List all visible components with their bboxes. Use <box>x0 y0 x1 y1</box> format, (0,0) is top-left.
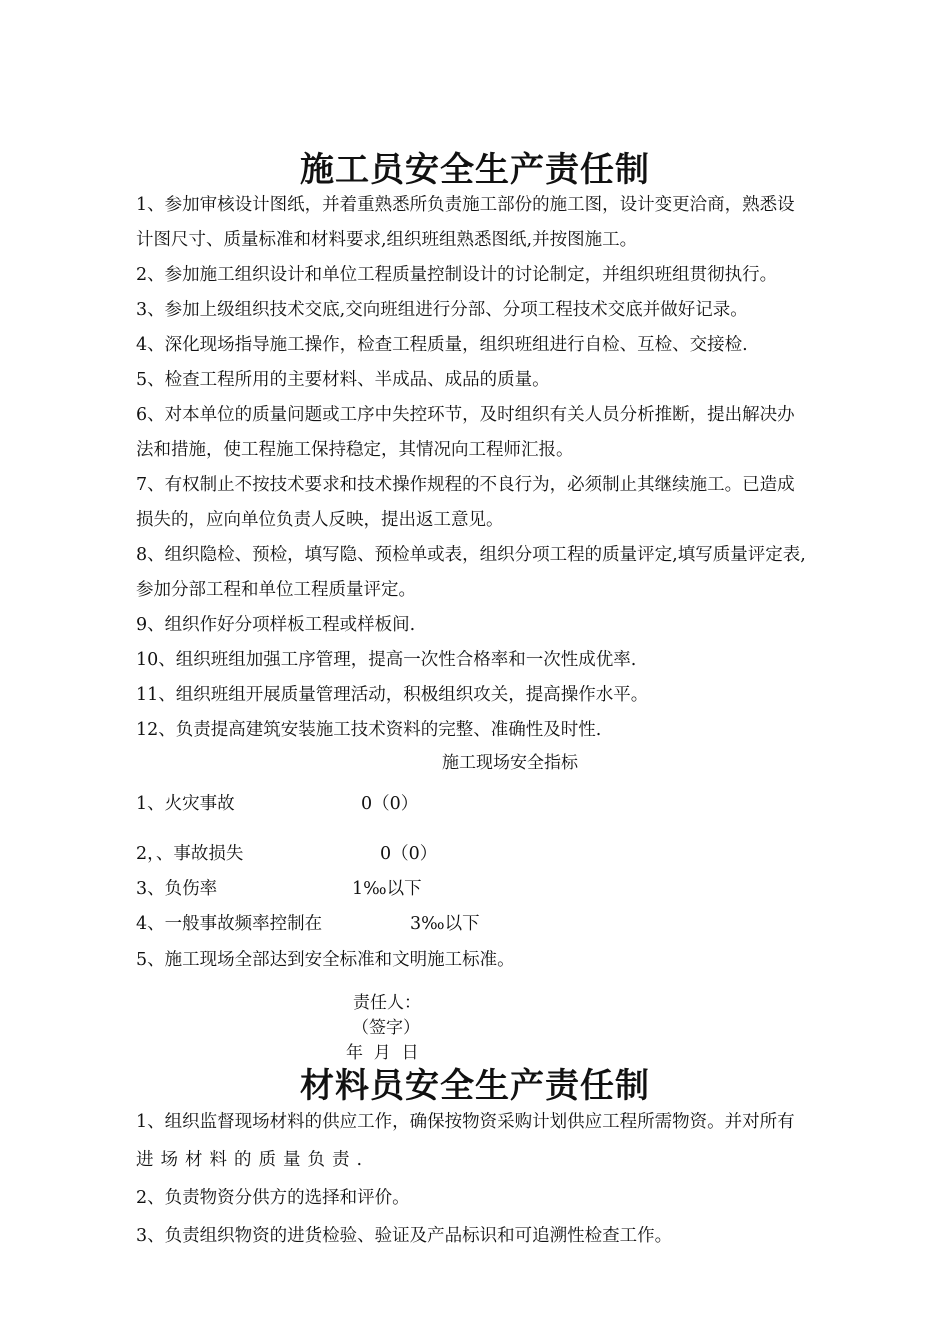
section1-title: 施工员安全生产责任制 <box>300 150 650 190</box>
safety-target-label: 4、一般事故频率控制在 <box>136 914 323 934</box>
section1-line-11: 8、组织隐检、预检，填写隐、预检单或表，组织分项工程的质量评定,填写质量评定表, <box>136 545 806 565</box>
safety-target-4 <box>136 916 896 934</box>
section2-line-2: 进场材料的质量负责. <box>136 1150 370 1170</box>
section1-line-10: 损失的，应向单位负责人反映，提出返工意见。 <box>136 510 504 530</box>
safety-target-label: 3、负伤率 <box>136 879 218 899</box>
safety-target-value: 0（0） <box>361 794 419 814</box>
section1-line-1: 1、参加审核设计图纸，并着重熟悉所负责施工部份的施工图，设计变更洽商，熟悉设 <box>136 195 795 215</box>
safety-target-value: 3‰以下 <box>410 914 480 934</box>
signature-date: 年 月 日 <box>346 1043 419 1063</box>
section1-line-15: 11、组织班组开展质量管理活动，积极组织攻关，提高操作水平。 <box>136 685 649 705</box>
section1-line-2: 计图尺寸、质量标准和材料要求,组织班组熟悉图纸,并按图施工。 <box>136 230 638 250</box>
safety-target-5 <box>136 952 896 970</box>
section1-line-14: 10、组织班组加强工序管理，提高一次性合格率和一次性成优率. <box>136 650 637 670</box>
safety-target-1 <box>136 796 896 814</box>
section2-line-3: 2、负责物资分供方的选择和评价。 <box>136 1188 410 1208</box>
section1-line-4: 3、参加上级组织技术交底,交向班组进行分部、分项工程技术交底并做好记录。 <box>136 300 748 320</box>
signature-sign: （签字） <box>352 1018 420 1038</box>
section1-line-8: 法和措施，使工程施工保持稳定，其情况向工程师汇报。 <box>136 440 574 460</box>
safety-target-label: 2，、事故损失 <box>136 844 244 864</box>
section2-line-4: 3、负责组织物资的进货检验、验证及产品标识和可追溯性检查工作。 <box>136 1226 673 1246</box>
section1-line-5: 4、深化现场指导施工操作，检查工程质量，组织班组进行自检、互检、交接检. <box>136 335 748 355</box>
safety-target-label: 5、施工现场全部达到安全标准和文明施工标准。 <box>136 950 515 970</box>
section1-line-16: 12、负责提高建筑安装施工技术资料的完整、准确性及时性. <box>136 720 602 740</box>
safety-target-2 <box>136 846 896 864</box>
section1-line-6: 5、检查工程所用的主要材料、半成品、成品的质量。 <box>136 370 550 390</box>
section2-title: 材料员安全生产责任制 <box>300 1066 650 1106</box>
section1-line-7: 6、对本单位的质量问题或工序中失控环节，及时组织有关人员分析推断，提出解决办 <box>136 405 795 425</box>
section1-line-13: 9、组织作好分项样板工程或样板间. <box>136 615 416 635</box>
section1-line-12: 参加分部工程和单位工程质量评定。 <box>136 580 416 600</box>
safety-target-value: 1‰以下 <box>352 879 422 899</box>
section2-line-1: 1、组织监督现场材料的供应工作，确保按物资采购计划供应工程所需物资。并对所有 <box>136 1112 795 1132</box>
safety-target-3 <box>136 881 896 899</box>
section1-line-9: 7、有权制止不按技术要求和技术操作规程的不良行为，必须制止其继续施工。已造成 <box>136 475 795 495</box>
signature-responsible: 责任人： <box>353 993 421 1013</box>
safety-target-value: 0（0） <box>380 844 438 864</box>
section1-line-3: 2、参加施工组织设计和单位工程质量控制设计的讨论制定，并组织班组贯彻执行。 <box>136 265 778 285</box>
safety-target-label: 1、火灾事故 <box>136 794 235 814</box>
safety-targets-title: 施工现场安全指标 <box>442 753 578 773</box>
